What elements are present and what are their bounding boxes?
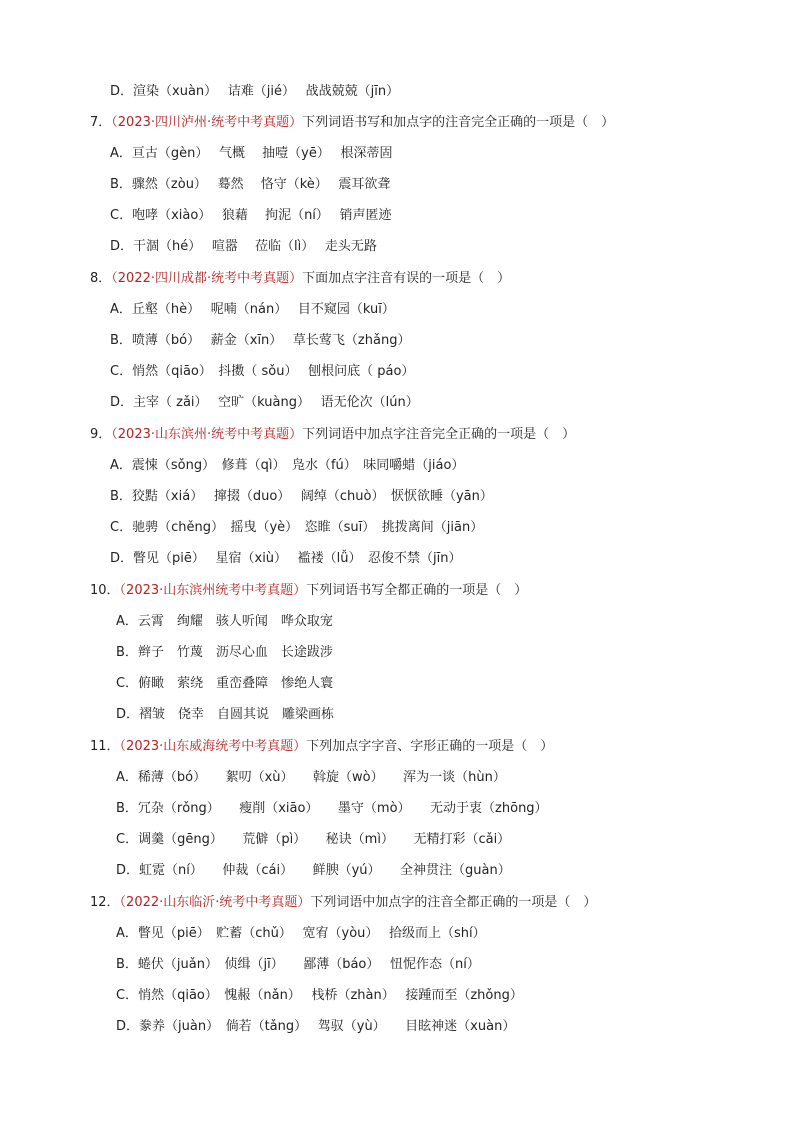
question-10 <box>90 582 527 600</box>
option-12b: B．蜷伏（juǎn） 侦缉（jī） 鄙薄（báo） 忸怩作态（ní） <box>116 957 480 972</box>
option-7a: A．亘古（gèn） 气概 抽噎（yē） 根深蒂固 <box>110 146 393 161</box>
option-9d: D．瞥见（piē） 星宿（xiù） 褴褛（lǚ） 忍俊不禁（jīn） <box>110 551 462 566</box>
question-stem: 下列词语中加点字注音完全正确的一项是（ ） <box>302 427 576 442</box>
option-12c: C．悄然（qiāo） 愧赧（nǎn） 栈桥（zhàn） 接踵而至（zhǒng） <box>116 988 523 1003</box>
question-stem: 下列词语书写和加点字的注音完全正确的一项是（ ） <box>302 115 615 130</box>
option-7c: C．咆哮（xiào） 狼藉 拘泥（ní） 销声匿迹 <box>110 208 392 223</box>
option-7d: D．干涸（hé） 喧嚣 莅临（lì） 走头无路 <box>110 239 377 254</box>
option-9a: A．震悚（sǒng） 修葺（qì） 凫水（fú） 味同嚼蜡（jiáo） <box>110 458 465 473</box>
question-stem: 下面加点字注音有误的一项是（ ） <box>302 271 511 286</box>
question-number: 11． <box>90 739 120 754</box>
question-number: 9． <box>90 427 112 442</box>
question-source: （2023·四川泸州·统考中考真题） <box>111 115 303 130</box>
option-10a: A．云霄 绚耀 骇人听闻 哗众取宠 <box>116 614 333 629</box>
question-9 <box>90 426 575 444</box>
question-12 <box>90 894 596 912</box>
question-source: （2022·山东临沂·统考中考真题） <box>119 895 311 910</box>
question-number: 10． <box>90 583 120 598</box>
question-stem: 下列加点字字音、字形正确的一项是（ ） <box>306 739 554 754</box>
question-number: 7． <box>90 115 112 130</box>
option-7b: B．骤然（zòu） 蓦然 恪守（kè） 震耳欲聋 <box>110 177 391 192</box>
option-9b: B．狡黠（xiá） 撺掇（duo） 阔绰（chuò） 恹恹欲睡（yān） <box>110 489 493 504</box>
question-source: （2023·山东滨州·统考中考真题） <box>111 427 303 442</box>
question-11 <box>90 738 553 756</box>
option-10d: D．褶皱 侥幸 自圆其说 雕梁画栋 <box>116 707 335 722</box>
question-number: 12． <box>90 895 120 910</box>
question-source: （2022·四川成都·统考中考真题） <box>111 271 303 286</box>
option-8c: C．悄然（qiāo） 抖擞（ sǒu） 刨根问底（ páo） <box>110 364 415 379</box>
option-12d: D．豢养（juàn） 倘若（tǎng） 驾驭（yù） 目眩神迷（xuàn） <box>116 1019 516 1034</box>
option-8a: A．丘壑（hè） 呢喃（nán） 目不窥园（kuī） <box>110 302 395 317</box>
option-6d: D．渲染（xuàn） 诘难（jié） 战战兢兢（jīn） <box>110 84 400 99</box>
option-12a: A．瞥见（piē） 贮蓄（chǔ） 宽宥（yòu） 拾级而上（shí） <box>116 926 486 941</box>
question-number: 8． <box>90 271 112 286</box>
question-7 <box>90 114 614 132</box>
option-11c: C．调羹（gēng） 荒僻（pì） 秘诀（mì） 无精打彩（cǎi） <box>116 832 511 847</box>
option-11d: D．虹霓（ní） 仲裁（cái） 鲜腴（yú） 全神贯注（guàn） <box>116 863 511 878</box>
option-9c: C．驰骋（chěng） 摇曳（yè） 恣睢（suī） 挑拨离间（jiān） <box>110 520 484 535</box>
option-11b: B．冗杂（rǒng） 瘦削（xiāo） 墨守（mò） 无动于衷（zhōng） <box>116 801 548 816</box>
option-10c: C．俯瞰 萦绕 重峦叠障 惨绝人寰 <box>116 676 334 691</box>
option-11a: A．稀薄（bó） 絮叨（xù） 斡旋（wò） 浑为一谈（hùn） <box>116 770 506 785</box>
option-10b: B．辫子 竹蔑 沥尽心血 长途跋涉 <box>116 645 333 660</box>
question-source: （2023·山东威海统考中考真题） <box>119 739 307 754</box>
question-8 <box>90 270 510 288</box>
question-stem: 下列词语书写全都正确的一项是（ ） <box>306 583 528 598</box>
option-8d: D．主宰（ zǎi） 空旷（kuàng） 语无伦次（lún） <box>110 395 419 410</box>
question-stem: 下列词语中加点字的注音全都正确的一项是（ ） <box>310 895 597 910</box>
question-source: （2023·山东滨州统考中考真题） <box>119 583 307 598</box>
option-8b: B．喷薄（bó） 薪金（xīn） 草长莺飞（zhǎng） <box>110 333 411 348</box>
